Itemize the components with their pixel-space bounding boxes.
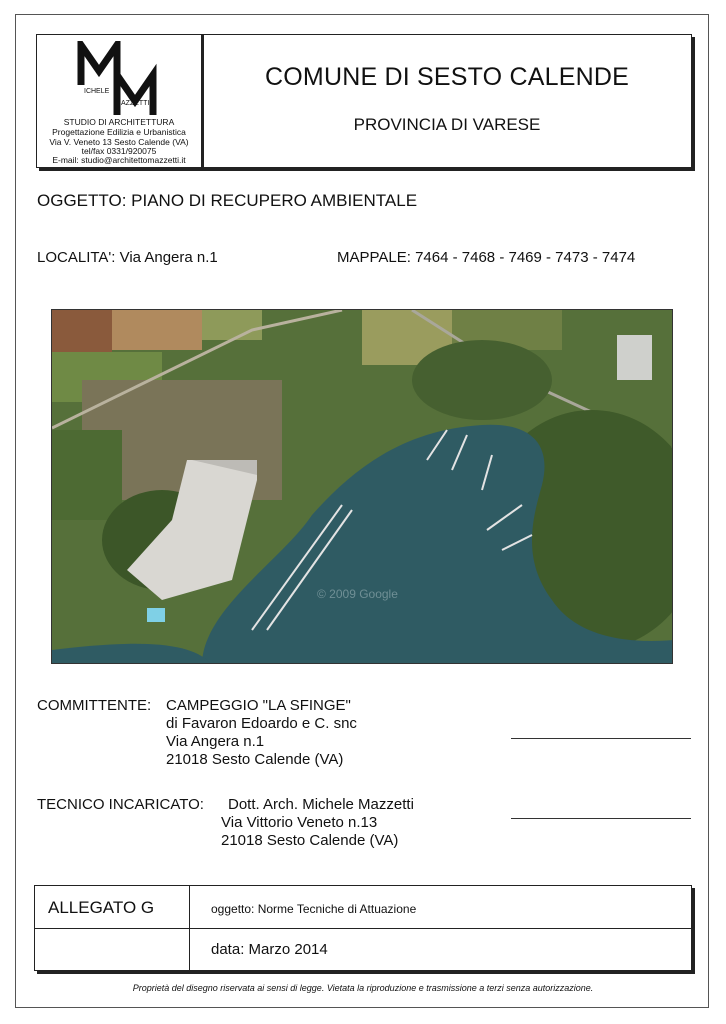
header-box — [36, 34, 692, 168]
committente-label: COMMITTENTE: — [37, 697, 152, 714]
footer-note: Proprietà del disegno riservata ai sensi di legge. Vietata la riproduzione e trasmissione a terzi senza autorizzazione. — [132, 983, 594, 993]
committente-signature-line — [511, 738, 691, 739]
committente-line-2: di Favaron Edoardo e C. snc — [166, 715, 357, 732]
studio-email: E-mail: studio@architettomazzetti.it — [52, 155, 186, 165]
committente-line-3: Via Angera n.1 — [166, 733, 265, 750]
allegato-data: data: Marzo 2014 — [211, 941, 328, 958]
studio-phone: tel/fax 0331/920075 — [81, 146, 157, 156]
tecnico-line-1: Dott. Arch. Michele Mazzetti — [228, 796, 414, 813]
page-subtitle: PROVINCIA DI VARESE — [353, 115, 541, 134]
committente-line-1: CAMPEGGIO "LA SFINGE" — [166, 697, 351, 714]
committente-line-4: 21018 Sesto Calende (VA) — [166, 751, 344, 768]
mappale-text: MAPPALE: 7464 - 7468 - 7469 - 7473 - 7474 — [337, 249, 636, 266]
studio-logo — [77, 41, 161, 119]
photo-watermark: © 2009 Google — [317, 587, 398, 601]
logo-cell — [37, 35, 204, 167]
allegato-oggetto: oggetto: Norme Tecniche di Attuazione — [211, 902, 417, 916]
studio-address: Via V. Veneto 13 Sesto Calende (VA) — [49, 137, 189, 147]
oggetto-text: OGGETTO: PIANO DI RECUPERO AMBIENTALE — [37, 191, 418, 210]
aerial-photo — [51, 309, 673, 664]
logo-last-name: AZZETTI — [121, 100, 150, 107]
allegato-label: ALLEGATO G — [48, 898, 155, 917]
logo-first-name: ICHELE — [84, 88, 110, 95]
aerial-photo-drawing — [52, 310, 673, 664]
studio-role: Progettazione Edilizia e Urbanistica — [52, 127, 186, 137]
table-horizontal-divider — [35, 928, 691, 929]
studio-name: STUDIO DI ARCHITETTURA — [63, 117, 175, 127]
tecnico-label: TECNICO INCARICATO: — [37, 796, 204, 813]
tecnico-signature-line — [511, 818, 691, 819]
tecnico-line-2: Via Vittorio Veneto n.13 — [221, 814, 378, 831]
allegato-table — [34, 885, 692, 971]
tecnico-line-3: 21018 Sesto Calende (VA) — [221, 832, 399, 849]
page-title: COMUNE DI SESTO CALENDE — [265, 63, 629, 91]
localita-text: LOCALITA': Via Angera n.1 — [37, 249, 218, 266]
